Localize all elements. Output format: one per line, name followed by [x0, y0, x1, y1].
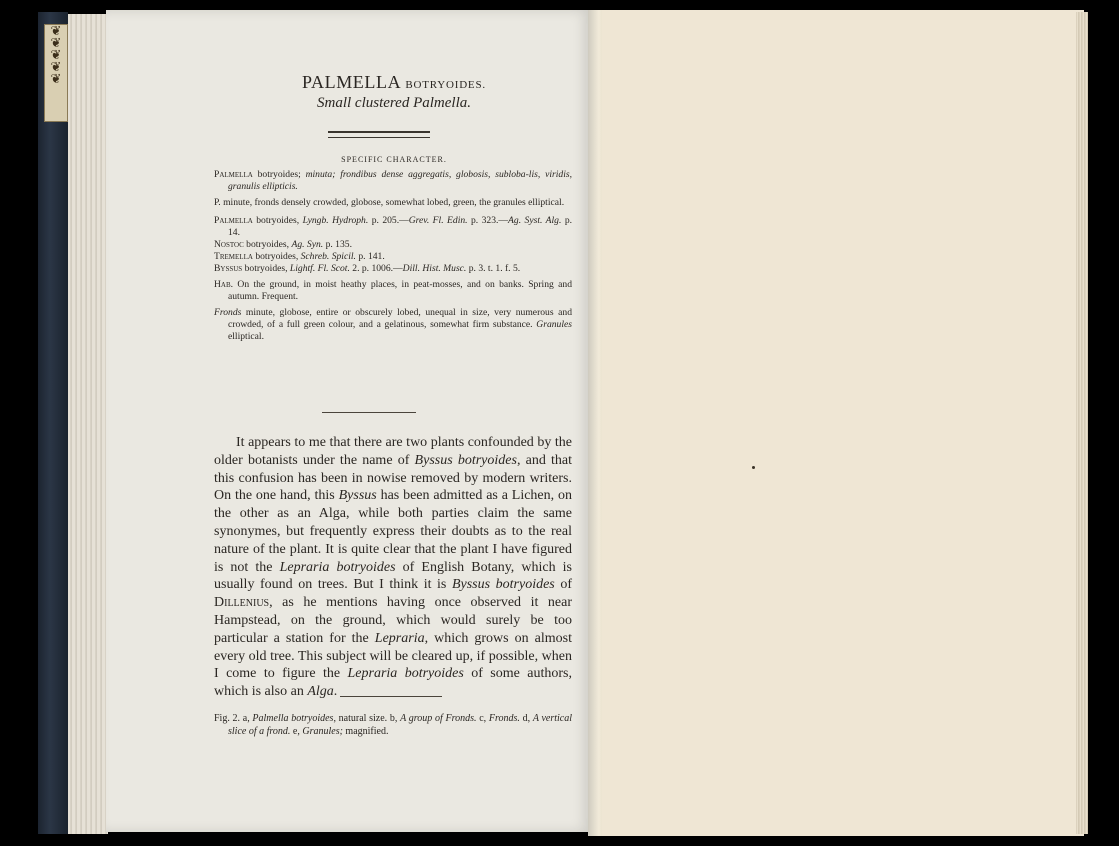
latin-plain: botryoides;	[252, 169, 306, 180]
caption-text: Fig. 2. a,	[214, 713, 253, 724]
page-title	[214, 72, 574, 93]
desc-text: minute, globose, entire or obscurely lobed, unequal in size, very numerous and crowded, of a full green colour, and a gelatinous, somewhat firm substance.	[228, 307, 572, 330]
habitat-text: On the ground, in moist heathy places, in peat-mosses, and on banks. Spring and autumn. Frequent.	[228, 279, 572, 302]
specific-character-heading: SPECIFIC CHARACTER.	[341, 155, 447, 164]
synonym-text: botryoides,	[242, 263, 290, 274]
synonym-genus: Byssus	[214, 263, 243, 274]
synonym-text: p. 323.—	[467, 215, 509, 226]
body-italic: Lepraria botryoides	[279, 559, 396, 575]
desc-term: Granules	[536, 319, 572, 330]
synonym-text: p. 205.—	[368, 215, 409, 226]
body-italic: Byssus botryoides	[414, 452, 517, 468]
synonym-entry	[214, 251, 572, 263]
latin-italic: minuta; frondibus dense aggregatis, globosis, subloba-lis, viridis, granulis ellipticis.	[228, 169, 572, 192]
synonym-ref: Schreb. Spicil.	[300, 251, 356, 262]
spine-ornament-glyphs: ❦ ❦ ❦ ❦ ❦	[50, 23, 62, 86]
body-italic: Byssus botryoides	[451, 577, 555, 593]
caption-rule	[340, 696, 442, 697]
body-italic: Lepraria	[374, 630, 425, 646]
synonym-text: botryoides,	[243, 239, 292, 250]
body-text: , which grows on almost every old tree. This subject will be cleared up, if possible, when I come to figure the	[214, 630, 573, 682]
synonym-entry	[214, 263, 572, 275]
caption-italic: Granules;	[302, 726, 343, 737]
english-diagnosis: P. minute, fronds densely crowded, globose, somewhat lobed, green, the granules elliptical.	[214, 197, 565, 208]
caption-text: , natural size. b,	[333, 713, 401, 724]
description-entry	[214, 307, 572, 343]
body-text: .	[333, 684, 338, 700]
page-stack-right	[1076, 12, 1088, 834]
habitat-label: Hab.	[214, 279, 234, 290]
caption-italic: Fronds.	[488, 713, 520, 724]
book-spine	[38, 12, 68, 834]
synonym-ref: Grev. Fl. Edin.	[408, 215, 468, 226]
caption-text: e,	[290, 726, 303, 737]
synonym-genus: Palmella	[214, 215, 253, 226]
section-rule	[322, 412, 416, 413]
body-smallcaps: Dillenius	[214, 595, 270, 611]
synonym-entry	[214, 215, 572, 239]
caption-italic: Palmella botryoides	[252, 713, 334, 724]
latin-diagnosis	[214, 169, 572, 193]
body-text: , as he mentions having once observed it near Hampstead, on the ground, which would surely be too particular a station for the	[214, 595, 572, 646]
body-text: of	[554, 577, 572, 593]
genus-name: Palmella	[214, 169, 253, 180]
title-double-rule	[328, 131, 430, 138]
desc-term: Fronds	[214, 307, 242, 318]
synonym-ref: Lightf. Fl. Scot.	[289, 263, 350, 274]
synonym-text: botryoides,	[252, 215, 303, 226]
species-entries	[214, 169, 572, 347]
synonym-text: botryoides,	[252, 251, 301, 262]
caption-text: magnified.	[342, 726, 389, 737]
synonym-ref: Dill. Hist. Musc.	[402, 263, 467, 274]
synonym-text: 2. p. 1006.—	[349, 263, 403, 274]
body-text: has been admitted as a Lichen, on the other as an Alga, while both parties claim the same synonymes, but frequently express their doubts as to the real nature of the plant. It is quite clear that the plant I have figured is not the	[214, 488, 572, 575]
title-genus: PALMELLA	[302, 72, 401, 92]
body-paragraph	[214, 434, 572, 701]
spine-ornament	[44, 24, 68, 122]
synonym-text: p. 14.	[228, 215, 573, 238]
body-text: of some authors, which is also an	[214, 666, 572, 700]
synonym-genus: Nostoc	[214, 239, 244, 250]
right-page-blank	[602, 10, 1084, 836]
synonym-text: p. 3. t. 1. f. 5.	[466, 263, 521, 274]
body-italic: Alga	[307, 684, 334, 700]
body-text: It appears to me that there are two plants confounded by the older botanists under the name of	[214, 435, 572, 468]
body-italic: Lepraria botryoides	[347, 666, 464, 682]
paper-speck	[752, 466, 755, 469]
synonym-ref: Ag. Syst. Alg.	[508, 215, 562, 226]
habitat-entry	[214, 279, 572, 303]
common-name: Small clustered Palmella.	[317, 95, 471, 111]
synonym-ref: Lyngb. Hydroph.	[302, 215, 369, 226]
desc-text: elliptical.	[228, 331, 264, 342]
caption-italic: A vertical slice of a frond.	[228, 713, 572, 737]
synonym-genus: Tremella	[214, 251, 253, 262]
page-stack-left	[68, 14, 108, 834]
title-species: BOTRYOIDES.	[405, 79, 486, 91]
synonym-ref: Ag. Syn.	[291, 239, 324, 250]
caption-text: d,	[519, 713, 533, 724]
synonym-text: p. 135.	[323, 239, 352, 250]
figure-caption	[214, 712, 572, 738]
synonym-entry	[214, 239, 572, 251]
body-text: of English Botany, which is usually found on trees. But I think it is	[214, 559, 572, 593]
synonym-text: p. 141.	[355, 251, 385, 262]
caption-text: c,	[476, 713, 489, 724]
caption-italic: A group of Fronds.	[400, 713, 477, 724]
body-text: , and that this confusion has been in nowise removed by modern writers. On the one hand, this	[214, 452, 572, 504]
body-italic: Byssus	[338, 488, 377, 504]
